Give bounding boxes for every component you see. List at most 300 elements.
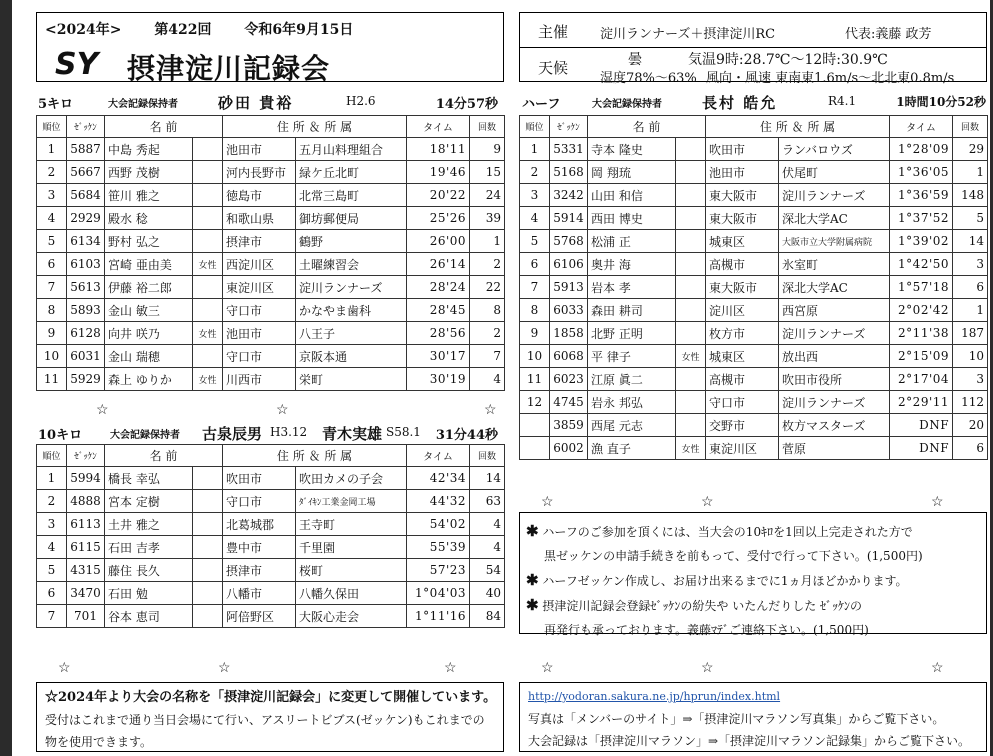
cell-city: 交野市	[706, 414, 779, 437]
cell-name: 金山 敏三	[105, 299, 193, 322]
cell-bib: 6103	[67, 253, 105, 276]
cell-city: 豊中市	[223, 536, 296, 559]
event-title: 摂津淀川記録会	[127, 52, 331, 85]
cell-rank: 9	[37, 322, 67, 345]
race-5k-label: 5キロ	[38, 97, 74, 112]
cell-bib: 701	[67, 605, 105, 628]
announcement-title: ☆2024年より大会の名称を「摂津淀川記録会」に変更して開催しています。	[45, 690, 497, 705]
announcement-line: 物を使用できます。	[45, 735, 153, 749]
event-edition: 第422回	[154, 22, 212, 38]
cell-city: 西淀川区	[223, 253, 296, 276]
cell-count: 1	[953, 299, 988, 322]
cell-name: 西野 茂樹	[105, 161, 193, 184]
cell-sex	[676, 161, 706, 184]
star-divider	[519, 494, 987, 512]
website-link[interactable]: http://yodoran.sakura.ne.jp/hprun/index.html	[528, 690, 781, 703]
record-holder: 長村 皓允	[702, 94, 778, 112]
cell-count: 39	[470, 207, 505, 230]
table-row	[37, 276, 505, 299]
cell-rank: 6	[37, 253, 67, 276]
star-icon: ☆	[541, 660, 554, 676]
cell-affiliation: 栄町	[296, 368, 407, 391]
cell-name: 西尾 元志	[588, 414, 676, 437]
cell-affiliation: 吹田カメの子会	[296, 467, 407, 490]
asterisk-icon: ✱	[526, 596, 539, 614]
cell-sex	[676, 391, 706, 414]
record-holder: 青木実雄	[322, 425, 383, 443]
table-row	[37, 368, 505, 391]
cell-rank: 7	[520, 276, 550, 299]
star-icon: ☆	[484, 402, 497, 418]
cell-rank: 5	[37, 559, 67, 582]
weather-label: 天候	[538, 59, 569, 77]
col-count: 回数	[470, 445, 505, 467]
asterisk-icon: ✱	[526, 571, 539, 589]
cell-city: 高槻市	[706, 368, 779, 391]
cell-city: 池田市	[223, 322, 296, 345]
cell-sex: 女性	[193, 322, 223, 345]
record-era: H2.6	[346, 94, 376, 108]
notice-line: ハーフのご参加を頂くには、当大会の10ｷﾛを1回以上完走された方で	[542, 525, 913, 539]
cell-sex	[676, 276, 706, 299]
cell-city: 守口市	[223, 345, 296, 368]
cell-affiliation: 放出西	[779, 345, 890, 368]
cell-bib: 5887	[67, 138, 105, 161]
cell-sex	[193, 559, 223, 582]
cell-time: 1°37'52	[890, 207, 953, 230]
star-icon: ☆	[58, 660, 71, 676]
cell-rank: 2	[37, 161, 67, 184]
humidity: 湿度78%～63%	[600, 71, 697, 86]
cell-name: 殿水 稔	[105, 207, 193, 230]
cell-city: 阿倍野区	[223, 605, 296, 628]
cell-bib: 5914	[550, 207, 588, 230]
cell-name: 石田 吉孝	[105, 536, 193, 559]
links-box	[519, 682, 987, 752]
cell-rank: 10	[520, 345, 550, 368]
table-row	[520, 276, 988, 299]
cell-count: 2	[470, 322, 505, 345]
cell-sex	[676, 253, 706, 276]
star-divider	[36, 660, 504, 678]
cell-count: 9	[470, 138, 505, 161]
cell-sex	[193, 467, 223, 490]
cell-city: 東淀川区	[223, 276, 296, 299]
col-address: 住 所 ＆ 所 属	[706, 116, 890, 138]
table-row	[520, 322, 988, 345]
table-row	[37, 536, 505, 559]
cell-time: 30'19	[407, 368, 470, 391]
cell-sex	[676, 184, 706, 207]
cell-affiliation: 京阪本通	[296, 345, 407, 368]
cell-affiliation: ランバロウズ	[779, 138, 890, 161]
cell-name: 藤住 長久	[105, 559, 193, 582]
table-row	[37, 605, 505, 628]
notice-line: 再発行も承っております。義藤ﾏﾃﾞご連絡下さい。(1,500円)	[544, 623, 869, 637]
cell-sex	[193, 490, 223, 513]
record-holder-label: 大会記録保持者	[108, 99, 178, 110]
table-row	[37, 253, 505, 276]
cell-name: 岩本 孝	[588, 276, 676, 299]
cell-name: 北野 正明	[588, 322, 676, 345]
cell-sex: 女性	[193, 368, 223, 391]
table-row	[37, 559, 505, 582]
table-header	[520, 116, 988, 138]
cell-time: 26'14	[407, 253, 470, 276]
cell-count: 6	[953, 276, 988, 299]
race-10k-table	[36, 444, 505, 628]
cell-city: 枚方市	[706, 322, 779, 345]
cell-bib: 6033	[550, 299, 588, 322]
cell-city: 摂津市	[223, 559, 296, 582]
race-10k-label: 10キロ	[38, 428, 83, 443]
cell-sex	[193, 605, 223, 628]
cell-rank	[520, 414, 550, 437]
cell-affiliation: 吹田市役所	[779, 368, 890, 391]
event-logo: SY	[55, 47, 99, 82]
cell-sex	[193, 230, 223, 253]
cell-city: 守口市	[706, 391, 779, 414]
cell-time: 19'46	[407, 161, 470, 184]
cell-name: 中島 秀起	[105, 138, 193, 161]
cell-time: 20'22	[407, 184, 470, 207]
col-name: 名 前	[105, 445, 223, 467]
table-row	[37, 322, 505, 345]
cell-rank: 6	[37, 582, 67, 605]
cell-bib: 6031	[67, 345, 105, 368]
star-icon: ☆	[931, 494, 944, 510]
cell-bib: 4888	[67, 490, 105, 513]
cell-name: 金山 瑞穂	[105, 345, 193, 368]
cell-affiliation: 御坊郵便局	[296, 207, 407, 230]
cell-city: 東大阪市	[706, 184, 779, 207]
table-row	[520, 253, 988, 276]
col-name: 名 前	[105, 116, 223, 138]
cell-rank: 7	[37, 276, 67, 299]
cell-rank: 6	[520, 253, 550, 276]
cell-bib: 5768	[550, 230, 588, 253]
cell-bib: 6115	[67, 536, 105, 559]
cell-bib: 4315	[67, 559, 105, 582]
cell-time: 54'02	[407, 513, 470, 536]
cell-count: 3	[953, 368, 988, 391]
col-time: タイム	[407, 116, 470, 138]
cell-affiliation: かなやま歯科	[296, 299, 407, 322]
cell-sex	[676, 230, 706, 253]
cell-name: 石田 勉	[105, 582, 193, 605]
cell-affiliation: 桜町	[296, 559, 407, 582]
star-icon: ☆	[931, 660, 944, 676]
cell-rank: 1	[37, 467, 67, 490]
star-icon: ☆	[701, 494, 714, 510]
asterisk-icon: ✱	[526, 522, 539, 540]
table-row	[37, 138, 505, 161]
cell-name: 森田 耕司	[588, 299, 676, 322]
cell-bib: 3859	[550, 414, 588, 437]
star-icon: ☆	[701, 660, 714, 676]
cell-time: 57'23	[407, 559, 470, 582]
cell-name: 伊藤 裕二郎	[105, 276, 193, 299]
announcement-line: 受付はこれまで通り当日会場にて行い、アスリートビブス(ゼッケン)もこれまでの	[45, 713, 485, 727]
cell-count: 4	[470, 536, 505, 559]
cell-name: 宮本 定樹	[105, 490, 193, 513]
cell-affiliation: 菅原	[779, 437, 890, 460]
cell-affiliation: 氷室町	[779, 253, 890, 276]
cell-affiliation: 深北大学AC	[779, 276, 890, 299]
cell-time: 1°42'50	[890, 253, 953, 276]
cell-time: 28'24	[407, 276, 470, 299]
cell-affiliation: 鶴野	[296, 230, 407, 253]
cell-sex	[676, 207, 706, 230]
cell-name: 谷本 恵司	[105, 605, 193, 628]
cell-sex	[193, 345, 223, 368]
cell-affiliation: ﾀﾞｲｷﾝ工業金岡工場	[296, 490, 407, 513]
cell-sex	[676, 414, 706, 437]
cell-count: 15	[470, 161, 505, 184]
cell-sex	[193, 161, 223, 184]
cell-affiliation: 淀川ランナーズ	[779, 184, 890, 207]
table-row	[37, 490, 505, 513]
cell-time: 1°28'09	[890, 138, 953, 161]
cell-name: 宮崎 亜由美	[105, 253, 193, 276]
cell-city: 摂津市	[223, 230, 296, 253]
table-row	[520, 138, 988, 161]
cell-name: 山田 和信	[588, 184, 676, 207]
cell-city: 河内長野市	[223, 161, 296, 184]
table-row	[37, 207, 505, 230]
cell-rank	[520, 437, 550, 460]
cell-rank: 2	[520, 161, 550, 184]
table-row	[37, 161, 505, 184]
cell-city: 池田市	[706, 161, 779, 184]
cell-time: 1°36'59	[890, 184, 953, 207]
host-label: 主催	[538, 23, 569, 41]
record-time: 1時間10分52秒	[896, 95, 986, 109]
table-row	[37, 467, 505, 490]
race-half-heading	[522, 93, 988, 111]
table-row	[37, 513, 505, 536]
cell-name: 橋長 幸弘	[105, 467, 193, 490]
cell-count: 8	[470, 299, 505, 322]
table-row	[37, 230, 505, 253]
col-bib: ｾﾞｯｹﾝ	[67, 116, 105, 138]
cell-rank: 8	[37, 299, 67, 322]
cell-time: 18'11	[407, 138, 470, 161]
star-icon: ☆	[444, 660, 457, 676]
cell-bib: 5994	[67, 467, 105, 490]
table-row	[520, 207, 988, 230]
col-rank: 順位	[37, 445, 67, 467]
cell-time: 2°15'09	[890, 345, 953, 368]
cell-sex	[676, 322, 706, 345]
cell-bib: 6068	[550, 345, 588, 368]
cell-count: 7	[470, 345, 505, 368]
cell-city: 池田市	[223, 138, 296, 161]
table-row	[37, 184, 505, 207]
col-count: 回数	[470, 116, 505, 138]
cell-time: 55'39	[407, 536, 470, 559]
cell-count: 4	[470, 513, 505, 536]
star-icon: ☆	[218, 660, 231, 676]
cell-affiliation: 淀川ランナーズ	[779, 322, 890, 345]
event-info	[519, 12, 987, 86]
table-row	[520, 391, 988, 414]
cell-rank: 11	[37, 368, 67, 391]
cell-city: 守口市	[223, 490, 296, 513]
cell-name: 岩永 邦弘	[588, 391, 676, 414]
table-header	[37, 445, 505, 467]
event-date: 令和6年9月15日	[244, 22, 354, 38]
cell-name: 江原 眞二	[588, 368, 676, 391]
cell-affiliation: 王寺町	[296, 513, 407, 536]
cell-name: 向井 咲乃	[105, 322, 193, 345]
cell-name: 野村 弘之	[105, 230, 193, 253]
cell-count: 4	[470, 368, 505, 391]
cell-city: 和歌山県	[223, 207, 296, 230]
col-name: 名 前	[588, 116, 706, 138]
cell-sex	[193, 276, 223, 299]
notice-box	[519, 512, 987, 637]
cell-time: 1°39'02	[890, 230, 953, 253]
cell-rank: 5	[520, 230, 550, 253]
cell-rank: 9	[520, 322, 550, 345]
cell-name: 漁 直子	[588, 437, 676, 460]
cell-rank: 4	[520, 207, 550, 230]
temperature: 気温9時:28.7℃～12時:30.9℃	[688, 52, 888, 68]
cell-time: 1°11'16	[407, 605, 470, 628]
table-row	[37, 345, 505, 368]
cell-rank: 4	[37, 207, 67, 230]
cell-city: 東大阪市	[706, 276, 779, 299]
cell-sex: 女性	[193, 253, 223, 276]
col-bib: ｾﾞｯｹﾝ	[550, 116, 588, 138]
cell-count: 148	[953, 184, 988, 207]
record-holder-label: 大会記録保持者	[592, 99, 662, 110]
cell-count: 14	[953, 230, 988, 253]
cell-bib: 3242	[550, 184, 588, 207]
cell-name: 松浦 正	[588, 230, 676, 253]
table-header	[37, 116, 505, 138]
cell-affiliation: 淀川ランナーズ	[779, 391, 890, 414]
cell-rank: 4	[37, 536, 67, 559]
cell-rank: 1	[37, 138, 67, 161]
cell-time: 1°36'05	[890, 161, 953, 184]
cell-time: DNF	[890, 414, 953, 437]
table-row	[520, 161, 988, 184]
table-row	[520, 414, 988, 437]
cell-sex	[193, 184, 223, 207]
star-icon: ☆	[276, 402, 289, 418]
cell-count: 22	[470, 276, 505, 299]
cell-count: 14	[470, 467, 505, 490]
cell-bib: 6023	[550, 368, 588, 391]
cell-rank: 2	[37, 490, 67, 513]
cell-rank: 7	[37, 605, 67, 628]
cell-bib: 6113	[67, 513, 105, 536]
cell-rank: 1	[520, 138, 550, 161]
cell-bib: 6128	[67, 322, 105, 345]
cell-time: 2°11'38	[890, 322, 953, 345]
cell-bib: 5168	[550, 161, 588, 184]
col-count: 回数	[953, 116, 988, 138]
cell-sex: 女性	[676, 437, 706, 460]
wind: 風向・風速 東南東1.6m/s～北北東0.8m/s	[706, 71, 955, 86]
record-era: H3.12	[270, 425, 308, 439]
cell-name: 平 律子	[588, 345, 676, 368]
race-10k-heading	[38, 424, 504, 442]
cell-bib: 2929	[67, 207, 105, 230]
cell-sex	[193, 582, 223, 605]
record-holder: 古泉辰男	[202, 425, 263, 443]
cell-count: 2	[470, 253, 505, 276]
record-holder-label: 大会記録保持者	[110, 430, 180, 441]
col-time: タイム	[407, 445, 470, 467]
cell-bib: 6134	[67, 230, 105, 253]
cell-count: 1	[953, 161, 988, 184]
cell-bib: 5929	[67, 368, 105, 391]
table-row	[520, 345, 988, 368]
cell-affiliation: 土曜練習会	[296, 253, 407, 276]
announcement-box	[36, 682, 504, 752]
cell-bib: 4745	[550, 391, 588, 414]
cell-count: 84	[470, 605, 505, 628]
cell-count: 5	[953, 207, 988, 230]
cell-bib: 6106	[550, 253, 588, 276]
cell-city: 淀川区	[706, 299, 779, 322]
cell-time: 2°29'11	[890, 391, 953, 414]
cell-sex: 女性	[676, 345, 706, 368]
race-5k-heading	[38, 93, 504, 111]
cell-city: 吹田市	[706, 138, 779, 161]
cell-affiliation: 八王子	[296, 322, 407, 345]
record-era: S58.1	[386, 425, 421, 439]
cell-name: 西田 博史	[588, 207, 676, 230]
cell-affiliation: 枚方マスターズ	[779, 414, 890, 437]
results-sheet	[12, 0, 990, 756]
notice-line: ハーフゼッケン作成し、お届け出来るまでに1ヵ月ほどかかります。	[542, 574, 908, 588]
race-5k-table	[36, 115, 505, 391]
cell-name: 森上 ゆりか	[105, 368, 193, 391]
cell-count: 54	[470, 559, 505, 582]
cell-time: 28'45	[407, 299, 470, 322]
cell-rank: 3	[520, 184, 550, 207]
cell-affiliation: 千里園	[296, 536, 407, 559]
record-holder: 砂田 貴裕	[218, 94, 294, 112]
col-address: 住 所 ＆ 所 属	[223, 445, 407, 467]
cell-time: 26'00	[407, 230, 470, 253]
cell-time: 2°02'42	[890, 299, 953, 322]
table-row	[520, 299, 988, 322]
cell-time: 28'56	[407, 322, 470, 345]
cell-city: 吹田市	[223, 467, 296, 490]
cell-count: 6	[953, 437, 988, 460]
cell-affiliation: 八幡久保田	[296, 582, 407, 605]
cell-affiliation: 北常三島町	[296, 184, 407, 207]
cell-affiliation: 深北大学AC	[779, 207, 890, 230]
cell-city: 城東区	[706, 230, 779, 253]
cell-affiliation: 大阪市立大学附属病院	[779, 230, 890, 253]
col-address: 住 所 ＆ 所 属	[223, 116, 407, 138]
cell-bib: 3470	[67, 582, 105, 605]
cell-count: 3	[953, 253, 988, 276]
col-bib: ｾﾞｯｹﾝ	[67, 445, 105, 467]
record-time: 14分57秒	[435, 97, 498, 112]
table-row	[520, 230, 988, 253]
notice-line: 黒ゼッケンの申請手続きを前もって、受付で行って下さい。(1,500円)	[544, 549, 923, 563]
cell-count: 112	[953, 391, 988, 414]
table-row	[520, 368, 988, 391]
table-row	[520, 184, 988, 207]
